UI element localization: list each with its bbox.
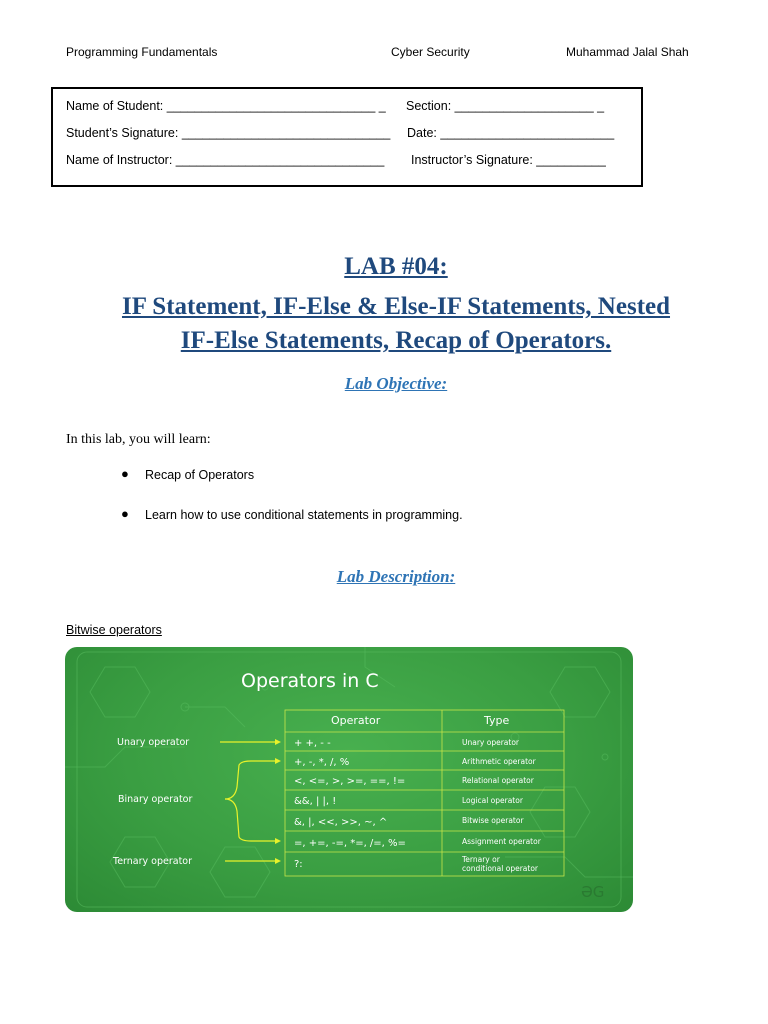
type-cell: Bitwise operator <box>462 816 524 825</box>
type-cell: conditional operator <box>462 864 538 873</box>
section-field[interactable]: Section: ____________________ _ <box>406 99 605 113</box>
header-author: Muhammad Jalal Shah <box>566 45 689 59</box>
type-cell: Ternary or <box>462 855 500 864</box>
operator-cell: ?: <box>294 859 303 870</box>
category-label: Ternary operator <box>113 856 193 867</box>
instructor-signature-field[interactable]: Instructor’s Signature: __________ <box>411 153 606 167</box>
header-department: Cyber Security <box>391 45 470 59</box>
arrowhead-icon <box>275 739 281 864</box>
operators-in-c-image <box>65 647 633 912</box>
student-name-field[interactable]: Name of Student: ______________________________ _ <box>66 99 386 113</box>
operator-cell: &&, | |, ! <box>294 796 337 807</box>
date-field[interactable]: Date: _________________________ <box>407 126 615 140</box>
category-label: Unary operator <box>117 737 190 748</box>
header-course: Programming Fundamentals <box>66 45 218 59</box>
lab-description-heading: Lab Description: <box>336 567 456 586</box>
category-label: Binary operator <box>118 794 193 805</box>
type-cell: Assignment operator <box>462 837 541 846</box>
bullet-dot-icon: ● <box>121 466 129 481</box>
graphic-title: Operators in C <box>241 670 379 692</box>
logo-icon: ƏG <box>581 883 605 901</box>
operator-cell: + +, - - <box>294 738 331 749</box>
instructor-name-field[interactable]: Name of Instructor: ______________________________ <box>66 153 385 167</box>
column-header-operator: Operator <box>331 714 381 727</box>
student-info-box <box>51 87 643 187</box>
type-cell: Unary operator <box>462 738 520 747</box>
column-header-type: Type <box>484 714 510 727</box>
bullet-dot-icon: ● <box>121 506 129 521</box>
type-cell: Relational operator <box>462 776 534 785</box>
operator-cell: +, -, *, /, % <box>294 757 350 768</box>
operators-table-grid <box>285 710 564 876</box>
connector-arrows <box>220 742 275 861</box>
lab-topic-title-line1: IF Statement, IF-Else & Else-IF Statements, Nested <box>121 293 671 320</box>
bitwise-operators-label: Bitwise operators <box>66 623 162 637</box>
operator-cell: &, |, <<, >>, ~, ^ <box>294 817 388 828</box>
lab-number-title: LAB #04: <box>344 253 448 280</box>
type-cell: Arithmetic operator <box>462 757 536 766</box>
operator-cell: =, +=, -=, *=, /=, %= <box>294 838 406 849</box>
bullet-text: Learn how to use conditional statements in programming. <box>145 508 463 522</box>
operators-diagram <box>65 647 633 912</box>
bullet-text: Recap of Operators <box>145 468 255 482</box>
objective-intro: In this lab, you will learn: <box>66 432 211 447</box>
operator-cell: <, <=, >, >=, ==, != <box>294 776 406 787</box>
lab-objective-heading: Lab Objective: <box>344 374 448 393</box>
student-signature-field[interactable]: Student’s Signature: ______________________________ <box>66 126 391 140</box>
lab-topic-title-line2: IF-Else Statements, Recap of Operators. <box>180 327 612 354</box>
type-cell: Logical operator <box>462 796 523 805</box>
